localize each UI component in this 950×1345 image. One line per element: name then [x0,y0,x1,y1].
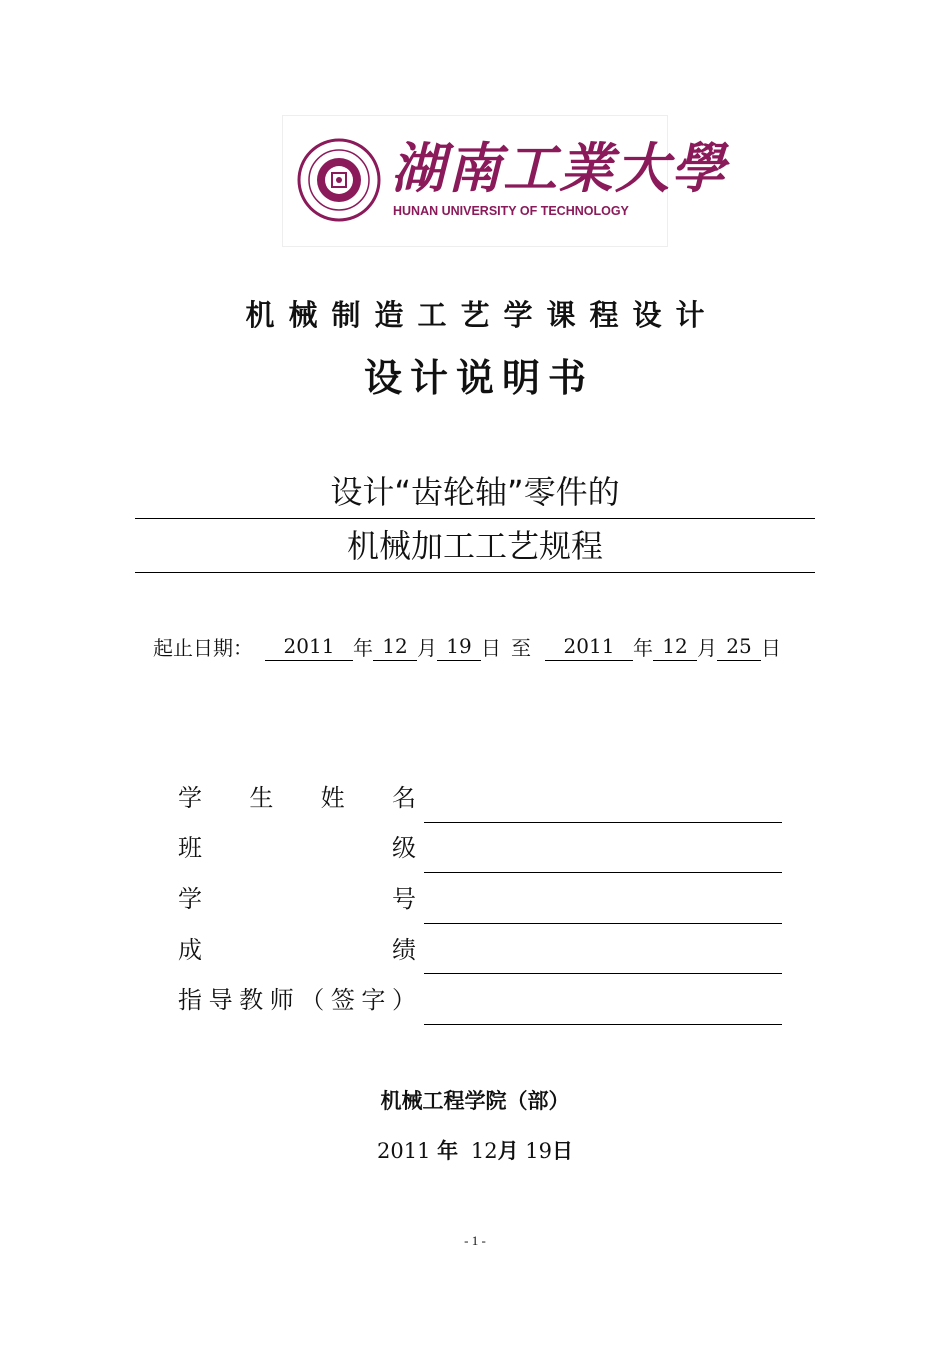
field-label-char: 导 [208,986,233,1014]
start-day-unit: 日 [481,636,501,660]
period-to: 至 [511,636,531,660]
page-number: - 1 - [464,1233,486,1248]
issue-month: 12 [470,1139,498,1163]
field-label-char: 生 [249,784,274,812]
design-title-underline2 [135,572,815,573]
university-seal-icon [297,138,381,222]
field-advisor-signature-label [178,982,416,1018]
design-title-line2: 机械加工工艺规程 [346,527,603,565]
field-label-char: 级 [392,834,416,862]
university-name-en: HUNAN UNIVERSITY OF TECHNOLOGY [393,204,629,218]
end-year-unit: 年 [633,636,653,660]
period-label: 起止日期： [153,636,253,660]
end-month: 12 [653,632,697,661]
field-label-char: 号 [392,885,416,913]
start-month-unit: 月 [417,636,437,660]
field-label-char: 学 [178,885,202,913]
end-year: 2011 [545,632,633,661]
start-year-unit: 年 [353,636,373,660]
issue-year: 2011 [377,1139,431,1163]
field-class-line[interactable] [424,872,782,873]
field-label-char: 学 [178,784,202,812]
field-student-id-line[interactable] [424,923,782,924]
booklet-title: 设计说明书 [363,356,594,400]
field-label-char: 班 [178,834,202,862]
university-logo [282,115,727,247]
issue-month-unit: 月 [497,1138,519,1163]
end-day-unit: 日 [761,636,781,660]
field-advisor-signature-line[interactable] [424,1024,782,1025]
design-title-underline1 [135,518,815,519]
department-name: 机械工程学院（部） [380,1088,570,1113]
field-label-char: 指 [178,986,202,1014]
field-student-id-label [178,881,416,917]
university-name-cn: 湖南工業大學 [391,136,727,200]
field-label-char: 绩 [392,936,416,964]
field-label-char: 姓 [320,784,345,812]
field-grade-line[interactable] [424,973,782,974]
period-row [153,632,781,664]
design-title-line1: 设计“齿轮轴”零件的 [330,473,620,511]
end-day: 25 [717,632,761,661]
field-label-char: 师 [269,986,294,1014]
course-title: 机械制造工艺学课程设计 [245,298,719,332]
issue-day-unit: 日 [551,1138,573,1163]
field-label-char: 签 [330,986,355,1014]
start-month: 12 [373,632,417,661]
start-day: 19 [437,632,481,661]
field-grade-label [178,932,416,968]
issue-day: 19 [525,1139,552,1163]
field-student-name-label [178,780,416,816]
start-year: 2011 [265,632,353,661]
field-label-char: 成 [178,936,202,964]
field-label-char: 教 [239,986,264,1014]
field-class-label [178,830,416,866]
field-student-name-line[interactable] [424,822,782,823]
issue-year-unit: 年 [437,1138,459,1163]
field-label-char: ） [391,986,416,1014]
issue-date [0,1134,950,1168]
field-label-char: 字 [361,986,386,1014]
field-label-char: （ [300,986,325,1014]
field-label-char: 名 [391,784,416,812]
end-month-unit: 月 [697,636,717,660]
